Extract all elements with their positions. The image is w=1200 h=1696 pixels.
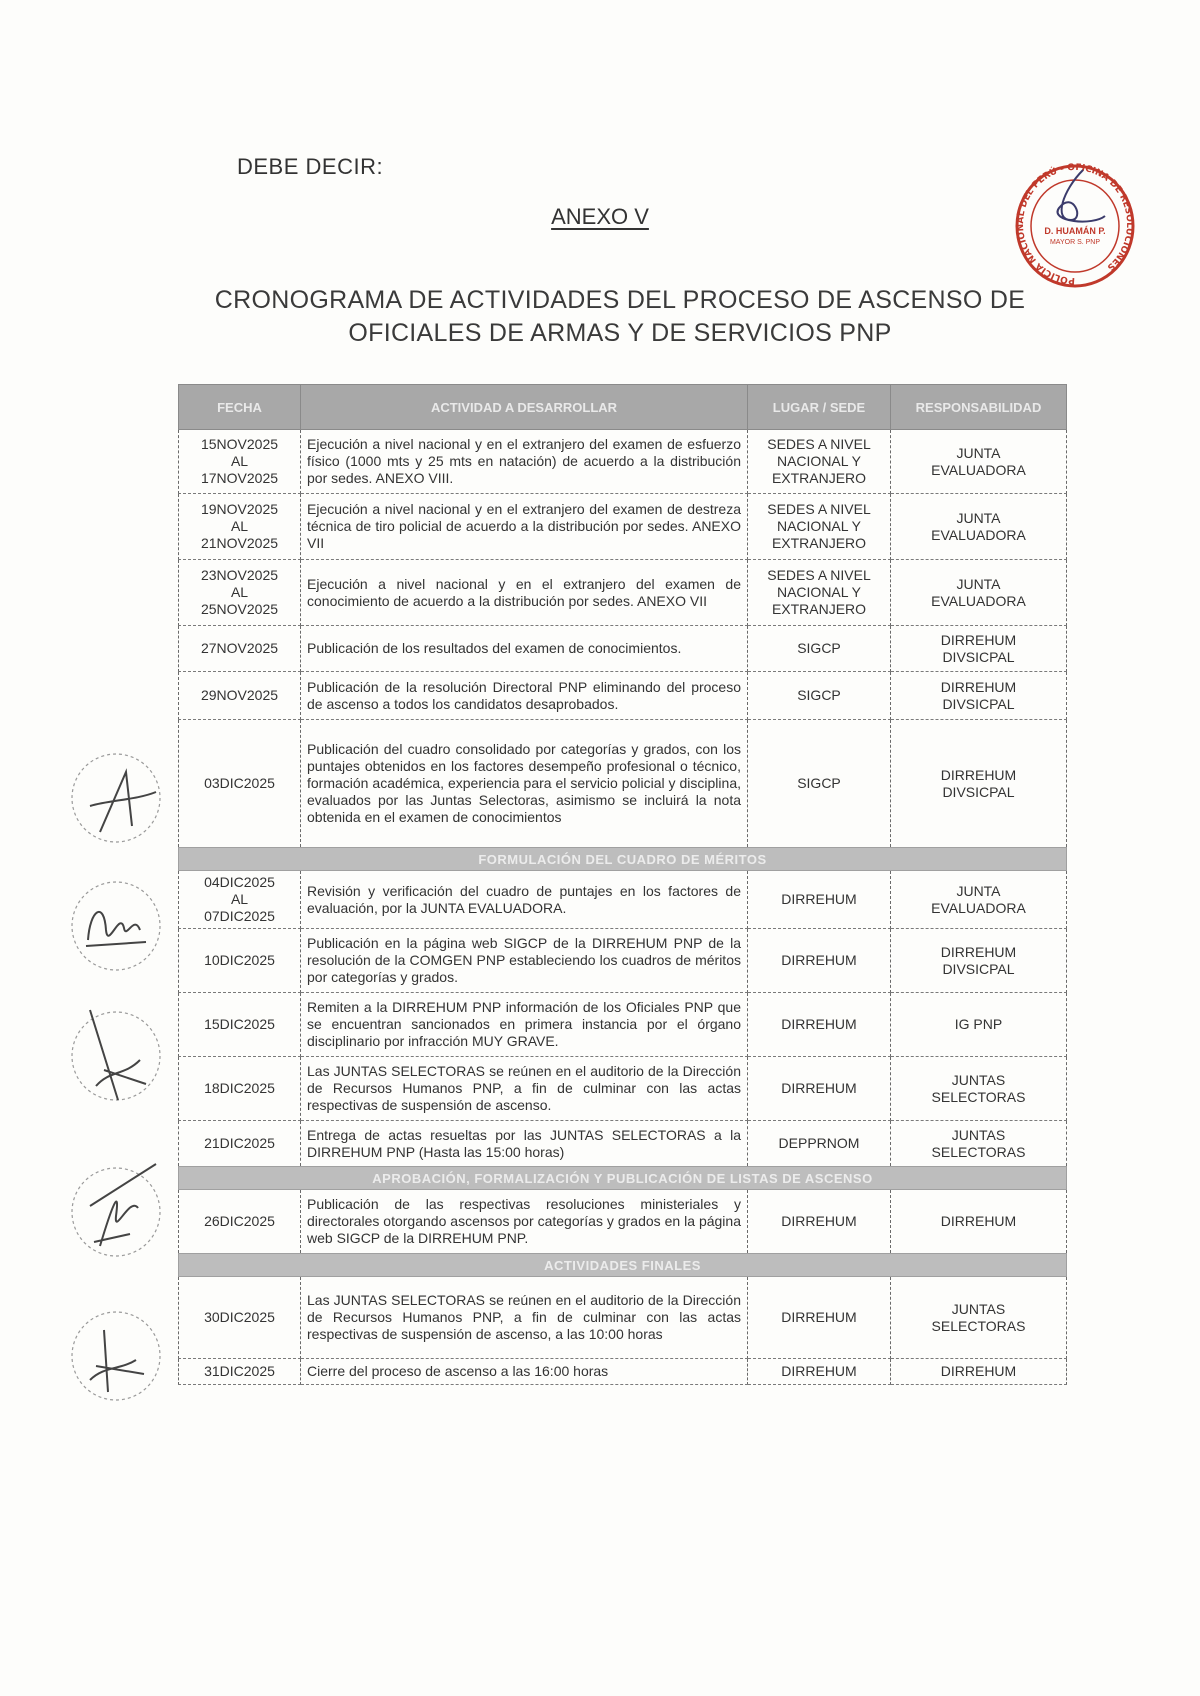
table-row xyxy=(179,672,1067,720)
document-title xyxy=(200,284,1040,350)
row-actividad: Publicación de la resolución Directoral PNP eliminando del proceso de ascenso a todos los candidatos desaprobados. xyxy=(301,672,748,720)
section-row xyxy=(179,848,1067,871)
row-actividad: Revisión y verificación del cuadro de puntajes en los factores de evaluación, por la JUNTA EVALUADORA. xyxy=(301,871,748,929)
section-row xyxy=(179,1254,1067,1277)
initial-stamp-icon xyxy=(60,742,172,854)
table-row xyxy=(179,560,1067,626)
row-fecha: 30DIC2025 xyxy=(179,1277,301,1359)
section-title: ACTIVIDADES FINALES xyxy=(179,1254,1067,1277)
row-responsable: JUNTA EVALUADORA xyxy=(891,560,1067,626)
table-row xyxy=(179,494,1067,560)
row-responsable: DIRREHUM xyxy=(891,1190,1067,1254)
row-responsable: JUNTAS SELECTORAS xyxy=(891,1121,1067,1167)
row-lugar: DIRREHUM xyxy=(748,1190,891,1254)
table-row xyxy=(179,626,1067,672)
seal-rank: MAYOR S. PNP xyxy=(1049,239,1101,246)
section-title: FORMULACIÓN DEL CUADRO DE MÉRITOS xyxy=(179,848,1067,871)
row-actividad: Publicación de las respectivas resoluciones ministeriales y directorales otorgando ascensos por categorías y grados en la página web SIGCP de la DIRREHUM PNP. xyxy=(301,1190,748,1254)
initial-stamp-icon xyxy=(60,1300,172,1412)
row-fecha: 19NOV2025 AL 21NOV2025 xyxy=(179,494,301,560)
table-row xyxy=(179,929,1067,993)
row-fecha: 27NOV2025 xyxy=(179,626,301,672)
row-lugar: DEPPRNOM xyxy=(748,1121,891,1167)
row-lugar: SIGCP xyxy=(748,672,891,720)
row-lugar: DIRREHUM xyxy=(748,1277,891,1359)
table-row xyxy=(179,993,1067,1057)
row-lugar: DIRREHUM xyxy=(748,871,891,929)
row-actividad: Las JUNTAS SELECTORAS se reúnen en el auditorio de la Dirección de Recursos Humanos PNP, a fin de culminar con las actas respectivas de suspensión de ascenso. xyxy=(301,1057,748,1121)
row-fecha: 23NOV2025 AL 25NOV2025 xyxy=(179,560,301,626)
header-fecha: FECHA xyxy=(179,385,301,430)
row-fecha: 29NOV2025 xyxy=(179,672,301,720)
table-row xyxy=(179,871,1067,929)
section-title: APROBACIÓN, FORMALIZACIÓN Y PUBLICACIÓN DE LISTAS DE ASCENSO xyxy=(179,1167,1067,1190)
table-row xyxy=(179,1277,1067,1359)
debe-decir-label: DEBE DECIR: xyxy=(237,154,384,179)
row-lugar: DIRREHUM xyxy=(748,929,891,993)
row-lugar: SEDES A NIVEL NACIONAL Y EXTRANJERO xyxy=(748,494,891,560)
row-fecha: 18DIC2025 xyxy=(179,1057,301,1121)
anexo-text: ANEXO V xyxy=(551,204,649,229)
official-seal-icon xyxy=(1013,160,1137,296)
row-actividad: Entrega de actas resueltas por las JUNTAS SELECTORAS a la DIRREHUM PNP (Hasta las 15:00 horas) xyxy=(301,1121,748,1167)
table-row xyxy=(179,1121,1067,1167)
row-fecha: 10DIC2025 xyxy=(179,929,301,993)
header-responsabilidad: RESPONSABILIDAD xyxy=(891,385,1067,430)
row-responsable: DIRREHUM DIVSICPAL xyxy=(891,626,1067,672)
row-lugar: DIRREHUM xyxy=(748,1359,891,1385)
row-lugar: SEDES A NIVEL NACIONAL Y EXTRANJERO xyxy=(748,560,891,626)
initial-stamp-icon xyxy=(60,870,172,982)
schedule-table xyxy=(178,384,1067,1385)
row-lugar: DIRREHUM xyxy=(748,1057,891,1121)
row-lugar: SIGCP xyxy=(748,720,891,848)
initial-stamp-icon xyxy=(60,1156,172,1268)
row-responsable: JUNTAS SELECTORAS xyxy=(891,1277,1067,1359)
row-fecha: 03DIC2025 xyxy=(179,720,301,848)
row-lugar: SIGCP xyxy=(748,626,891,672)
row-lugar: SEDES A NIVEL NACIONAL Y EXTRANJERO xyxy=(748,430,891,494)
row-actividad: Ejecución a nivel nacional y en el extranjero del examen de destreza técnica de tiro policial de acuerdo a la distribución por sedes. ANEXO VII xyxy=(301,494,748,560)
table-row xyxy=(179,720,1067,848)
header-actividad: ACTIVIDAD A DESARROLLAR xyxy=(301,385,748,430)
row-fecha: 26DIC2025 xyxy=(179,1190,301,1254)
row-responsable: JUNTA EVALUADORA xyxy=(891,430,1067,494)
table-row xyxy=(179,430,1067,494)
row-fecha: 31DIC2025 xyxy=(179,1359,301,1385)
row-actividad: Publicación en la página web SIGCP de la DIRREHUM PNP de la resolución de la COMGEN PNP estableciendo los cuadros de méritos por categorías y grados. xyxy=(301,929,748,993)
table-header-row xyxy=(179,385,1067,430)
row-responsable: DIRREHUM xyxy=(891,1359,1067,1385)
header-lugar: LUGAR / SEDE xyxy=(748,385,891,430)
row-fecha: 21DIC2025 xyxy=(179,1121,301,1167)
row-fecha: 15DIC2025 xyxy=(179,993,301,1057)
row-actividad: Las JUNTAS SELECTORAS se reúnen en el auditorio de la Dirección de Recursos Humanos PNP, a fin de culminar con las actas respectivas de suspensión de ascenso, a las 10:00 horas xyxy=(301,1277,748,1359)
row-responsable: DIRREHUM DIVSICPAL xyxy=(891,672,1067,720)
title-line-1: CRONOGRAMA DE ACTIVIDADES DEL PROCESO DE ASCENSO DE xyxy=(214,286,1026,314)
section-row xyxy=(179,1167,1067,1190)
table-row xyxy=(179,1359,1067,1385)
seal-name: D. HUAMÁN P. xyxy=(1044,226,1106,236)
row-actividad: Cierre del proceso de ascenso a las 16:00 horas xyxy=(301,1359,748,1385)
initial-stamp-icon xyxy=(60,1000,172,1112)
row-actividad: Remiten a la DIRREHUM PNP información de los Oficiales PNP que se encuentran sancionados en primera instancia por el órgano disciplinario por infracción MUY GRAVE. xyxy=(301,993,748,1057)
row-responsable: IG PNP xyxy=(891,993,1067,1057)
row-responsable: JUNTA EVALUADORA xyxy=(891,494,1067,560)
row-responsable: JUNTAS SELECTORAS xyxy=(891,1057,1067,1121)
row-actividad: Publicación del cuadro consolidado por categorías y grados, con los puntajes obtenidos en los factores desempeño profesional o técnico, formación académica, experiencia para el servicio policial y disciplina, evaluados por las Juntas Selectoras, asimismo se incluirá la nota obtenida en el examen de conocimientos xyxy=(301,720,748,848)
row-responsable: DIRREHUM DIVSICPAL xyxy=(891,929,1067,993)
row-responsable: DIRREHUM DIVSICPAL xyxy=(891,720,1067,848)
table-row xyxy=(179,1057,1067,1121)
row-fecha: 15NOV2025 AL 17NOV2025 xyxy=(179,430,301,494)
row-lugar: DIRREHUM xyxy=(748,993,891,1057)
row-actividad: Ejecución a nivel nacional y en el extranjero del examen de conocimiento de acuerdo a la distribución por sedes. ANEXO VII xyxy=(301,560,748,626)
row-actividad: Ejecución a nivel nacional y en el extranjero del examen de esfuerzo físico (1000 mts y 25 mts en natación) de acuerdo a la distribución por sedes. ANEXO VIII. xyxy=(301,430,748,494)
table-row xyxy=(179,1190,1067,1254)
title-line-2: OFICIALES DE ARMAS Y DE SERVICIOS PNP xyxy=(348,319,892,347)
row-actividad: Publicación de los resultados del examen de conocimientos. xyxy=(301,626,748,672)
seal-ring-text: POLICÍA NACIONAL DEL PERÚ - OFICINA DE RESOLUCIONES xyxy=(1015,162,1135,286)
row-fecha: 04DIC2025 AL 07DIC2025 xyxy=(179,871,301,929)
row-responsable: JUNTA EVALUADORA xyxy=(891,871,1067,929)
